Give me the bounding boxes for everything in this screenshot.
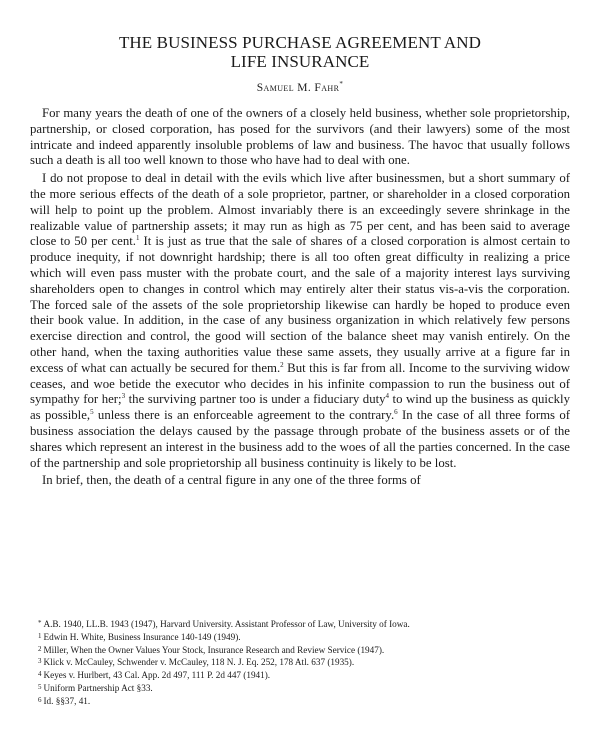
footnote-ref: 2 [280,360,284,369]
title-line-2: LIFE INSURANCE [230,52,370,71]
title-line-1: THE BUSINESS PURCHASE AGREEMENT AND [118,33,482,52]
paragraph-3 [30,473,570,489]
footnote-mark: 1 [38,631,42,640]
paragraph-2 [30,171,570,471]
footnote-text: A.B. 1940, LL.B. 1943 (1947), Harvard University. Assistant Professor of Law, University of Iowa. [43,619,410,629]
footnote-ref: 4 [385,392,390,401]
footnote [38,656,568,669]
footnote-text: Edwin H. White, Business Insurance 140-149 (1949). [43,631,241,642]
paragraph-text: I do not propose to deal in detail with the evils which live after businessmen, but a short summary of the more serious effects of the death of a sole proprietor, partner, or shareholder in a closed corporation will help to point up the problem. Almost invariably there is an exceedingly severe shrinkage in the realizable value of partnership assets; it may run as high as 75 per cent, and has been said to average close to 50 per cent. [30,171,570,249]
footnotes [38,618,568,708]
footnote-text: Uniform Partnership Act §33. [43,682,153,693]
footnote-text: Keyes v. Hurlbert, 43 Cal. App. 2d 497, 111 P. 2d 447 (1941). [43,670,271,681]
footnote-text: Miller, When the Owner Values Your Stock, Insurance Research and Review Service (1947). [43,644,385,655]
paragraph-text: It is just as true that the sale of shares of a closed corporation is almost certain to produce inequity, if not downright hardship; there is all too often great difficulty in realizing a price which will even pass muster with the probate court, and the sale of a majority interest lays surviving shareholders open to changes in control which may entirely alter their status vis-a-vis the corporation. The forced sale of the assets of the sole proprietorship likewise can hardly be hoped to produce even their book value. In addition, in the case of any business organization in which relatively few persons exercise direction and control, the good will section of the balance sheet may vanish entirely. On the other hand, when the taxing authorities value these same assets, they usually arrive at a figure far in excess of what can actually be secured for them. [30,234,571,375]
footnote-mark: 6 [38,695,42,704]
footnote [38,682,568,695]
paragraph-text: unless there is an enforceable agreement to the contrary. [93,408,395,423]
footnote-mark: 5 [38,682,42,691]
footnote-text: Id. §§37, 41. [43,695,91,706]
footnote-ref: 5 [90,408,94,417]
footnote-mark: 3 [38,657,42,666]
paragraph-text: the surviving partner too is under a fiduciary duty [125,392,386,407]
footnote [38,631,568,644]
footnote-mark: * [38,619,42,627]
footnote-mark: 2 [38,644,42,653]
paragraph-text: In brief, then, the death of a central figure in any one of the three forms of [42,473,421,488]
footnote-ref: 3 [121,392,126,401]
footnote [38,669,568,682]
author-name: Samuel M. Fahr [256,82,340,94]
footnote [38,644,568,657]
footnote [38,618,568,631]
footnote-mark: 4 [38,670,42,679]
footnote-text: Klick v. McCauley, Schwender v. McCauley, 118 N. J. Eq. 252, 178 Atl. 637 (1935). [43,657,355,668]
paragraph-text: For many years the death of one of the owners of a closely held business, whether sole proprietorship, partnership, or closed corporation, has posed for the survivors (and their lawyers) some of the most intricate and indeed apparently insoluble problems of law and business. The havoc that usually follows such a death is all too well known to those who have had to deal with one. [30,106,570,168]
paragraph-text: But this is far from all. Income to the surviving widow ceases, and woe betide the executor who decides in his infinite compassion to run the business out of sympathy for her; [30,360,570,407]
footnote-ref: 6 [394,408,398,417]
paragraph-text: In the case of all three forms of business association the delays caused by the passage through probate of the business assets or of the shares which represent an interest in the business add to the woes of all the parties concerned. In the case of the partnership and sole proprietorship all business continuity is likely to be lost. [30,408,570,470]
footnote [38,695,568,708]
author-footnote-mark: * [339,80,344,88]
article-title [0,33,600,71]
paragraph-text: to wind up the business as quickly as possible, [30,392,570,423]
article-body [30,106,570,489]
author-byline [0,81,600,95]
footnote-ref: 1 [135,234,140,243]
paragraph-1 [30,106,570,169]
